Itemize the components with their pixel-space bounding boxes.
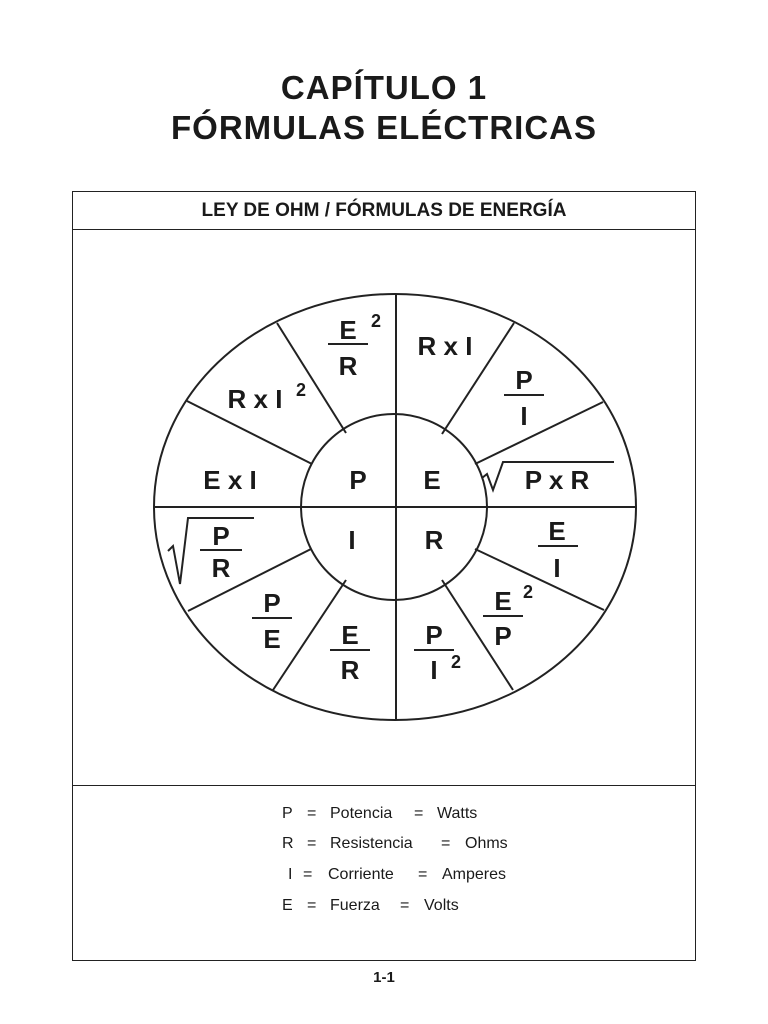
formula-denominator: I [430, 655, 438, 685]
formula-r-x-i: R x I [417, 331, 473, 361]
formula-denominator: R [211, 553, 231, 583]
chapter-title: CAPÍTULO 1 [280, 69, 488, 106]
section-heading: LEY DE OHM / FÓRMULAS DE ENERGÍA [73, 192, 695, 230]
inner-label-i: I [348, 525, 356, 555]
legend-equals: = [303, 866, 313, 883]
formula-numerator: E [341, 620, 359, 650]
legend-unit: Watts [437, 805, 478, 822]
formula-numerator: E [339, 315, 357, 345]
spoke [273, 580, 346, 690]
legend-name: Resistencia [330, 835, 413, 852]
legend-equals: = [418, 866, 428, 883]
legend-symbol: R [282, 835, 294, 852]
formula-exponent: 2 [295, 380, 307, 400]
legend-unit: Amperes [442, 866, 507, 883]
legend-equals: = [307, 897, 317, 914]
page-number: 1-1 [373, 969, 395, 986]
legend-equals: = [307, 805, 317, 822]
inner-label-r: R [424, 525, 444, 555]
legend-symbol: I [288, 866, 293, 883]
formula-r-x-i2: R x I [227, 384, 283, 414]
formula-numerator: P [263, 588, 281, 618]
formula-exponent: 2 [522, 582, 534, 602]
formula-denominator: R [340, 655, 360, 685]
legend-equals: = [307, 835, 317, 852]
formula-numerator: P [425, 620, 443, 650]
formula-numerator: P [515, 365, 533, 395]
formula-exponent: 2 [370, 311, 382, 331]
formula-denominator: P [494, 621, 512, 651]
inner-label-e: E [423, 465, 441, 495]
legend-unit: Ohms [465, 835, 508, 852]
spoke [277, 323, 346, 433]
legend-equals: = [441, 835, 451, 852]
legend-row [0, 805, 768, 827]
formula-numerator: E [494, 586, 512, 616]
legend-unit: Volts [424, 897, 459, 914]
chapter-subtitle: FÓRMULAS ELÉCTRICAS [171, 109, 597, 146]
legend-row [0, 835, 768, 857]
formula-denominator: R [338, 351, 358, 381]
formula-denominator: E [263, 624, 281, 654]
formula-numerator: E [548, 516, 566, 546]
legend-equals: = [414, 805, 424, 822]
legend-symbol: E [282, 897, 293, 914]
formula-numerator: P [212, 521, 230, 551]
legend-name: Potencia [330, 805, 393, 822]
legend-name: Corriente [328, 866, 394, 883]
legend-row [0, 866, 768, 888]
legend-equals: = [400, 897, 410, 914]
spoke [188, 549, 311, 611]
formula-denominator: I [520, 401, 528, 431]
legend-row [0, 897, 768, 919]
spoke [475, 402, 603, 464]
inner-label-p: P [349, 465, 367, 495]
formula-sqrt-p-x-r: P x R [524, 465, 590, 495]
legend-name: Fuerza [330, 897, 380, 914]
legend-symbol: P [282, 805, 293, 822]
formula-exponent: 2 [450, 652, 462, 672]
formula-denominator: I [553, 553, 561, 583]
formula-e-x-i: E x I [203, 465, 257, 495]
